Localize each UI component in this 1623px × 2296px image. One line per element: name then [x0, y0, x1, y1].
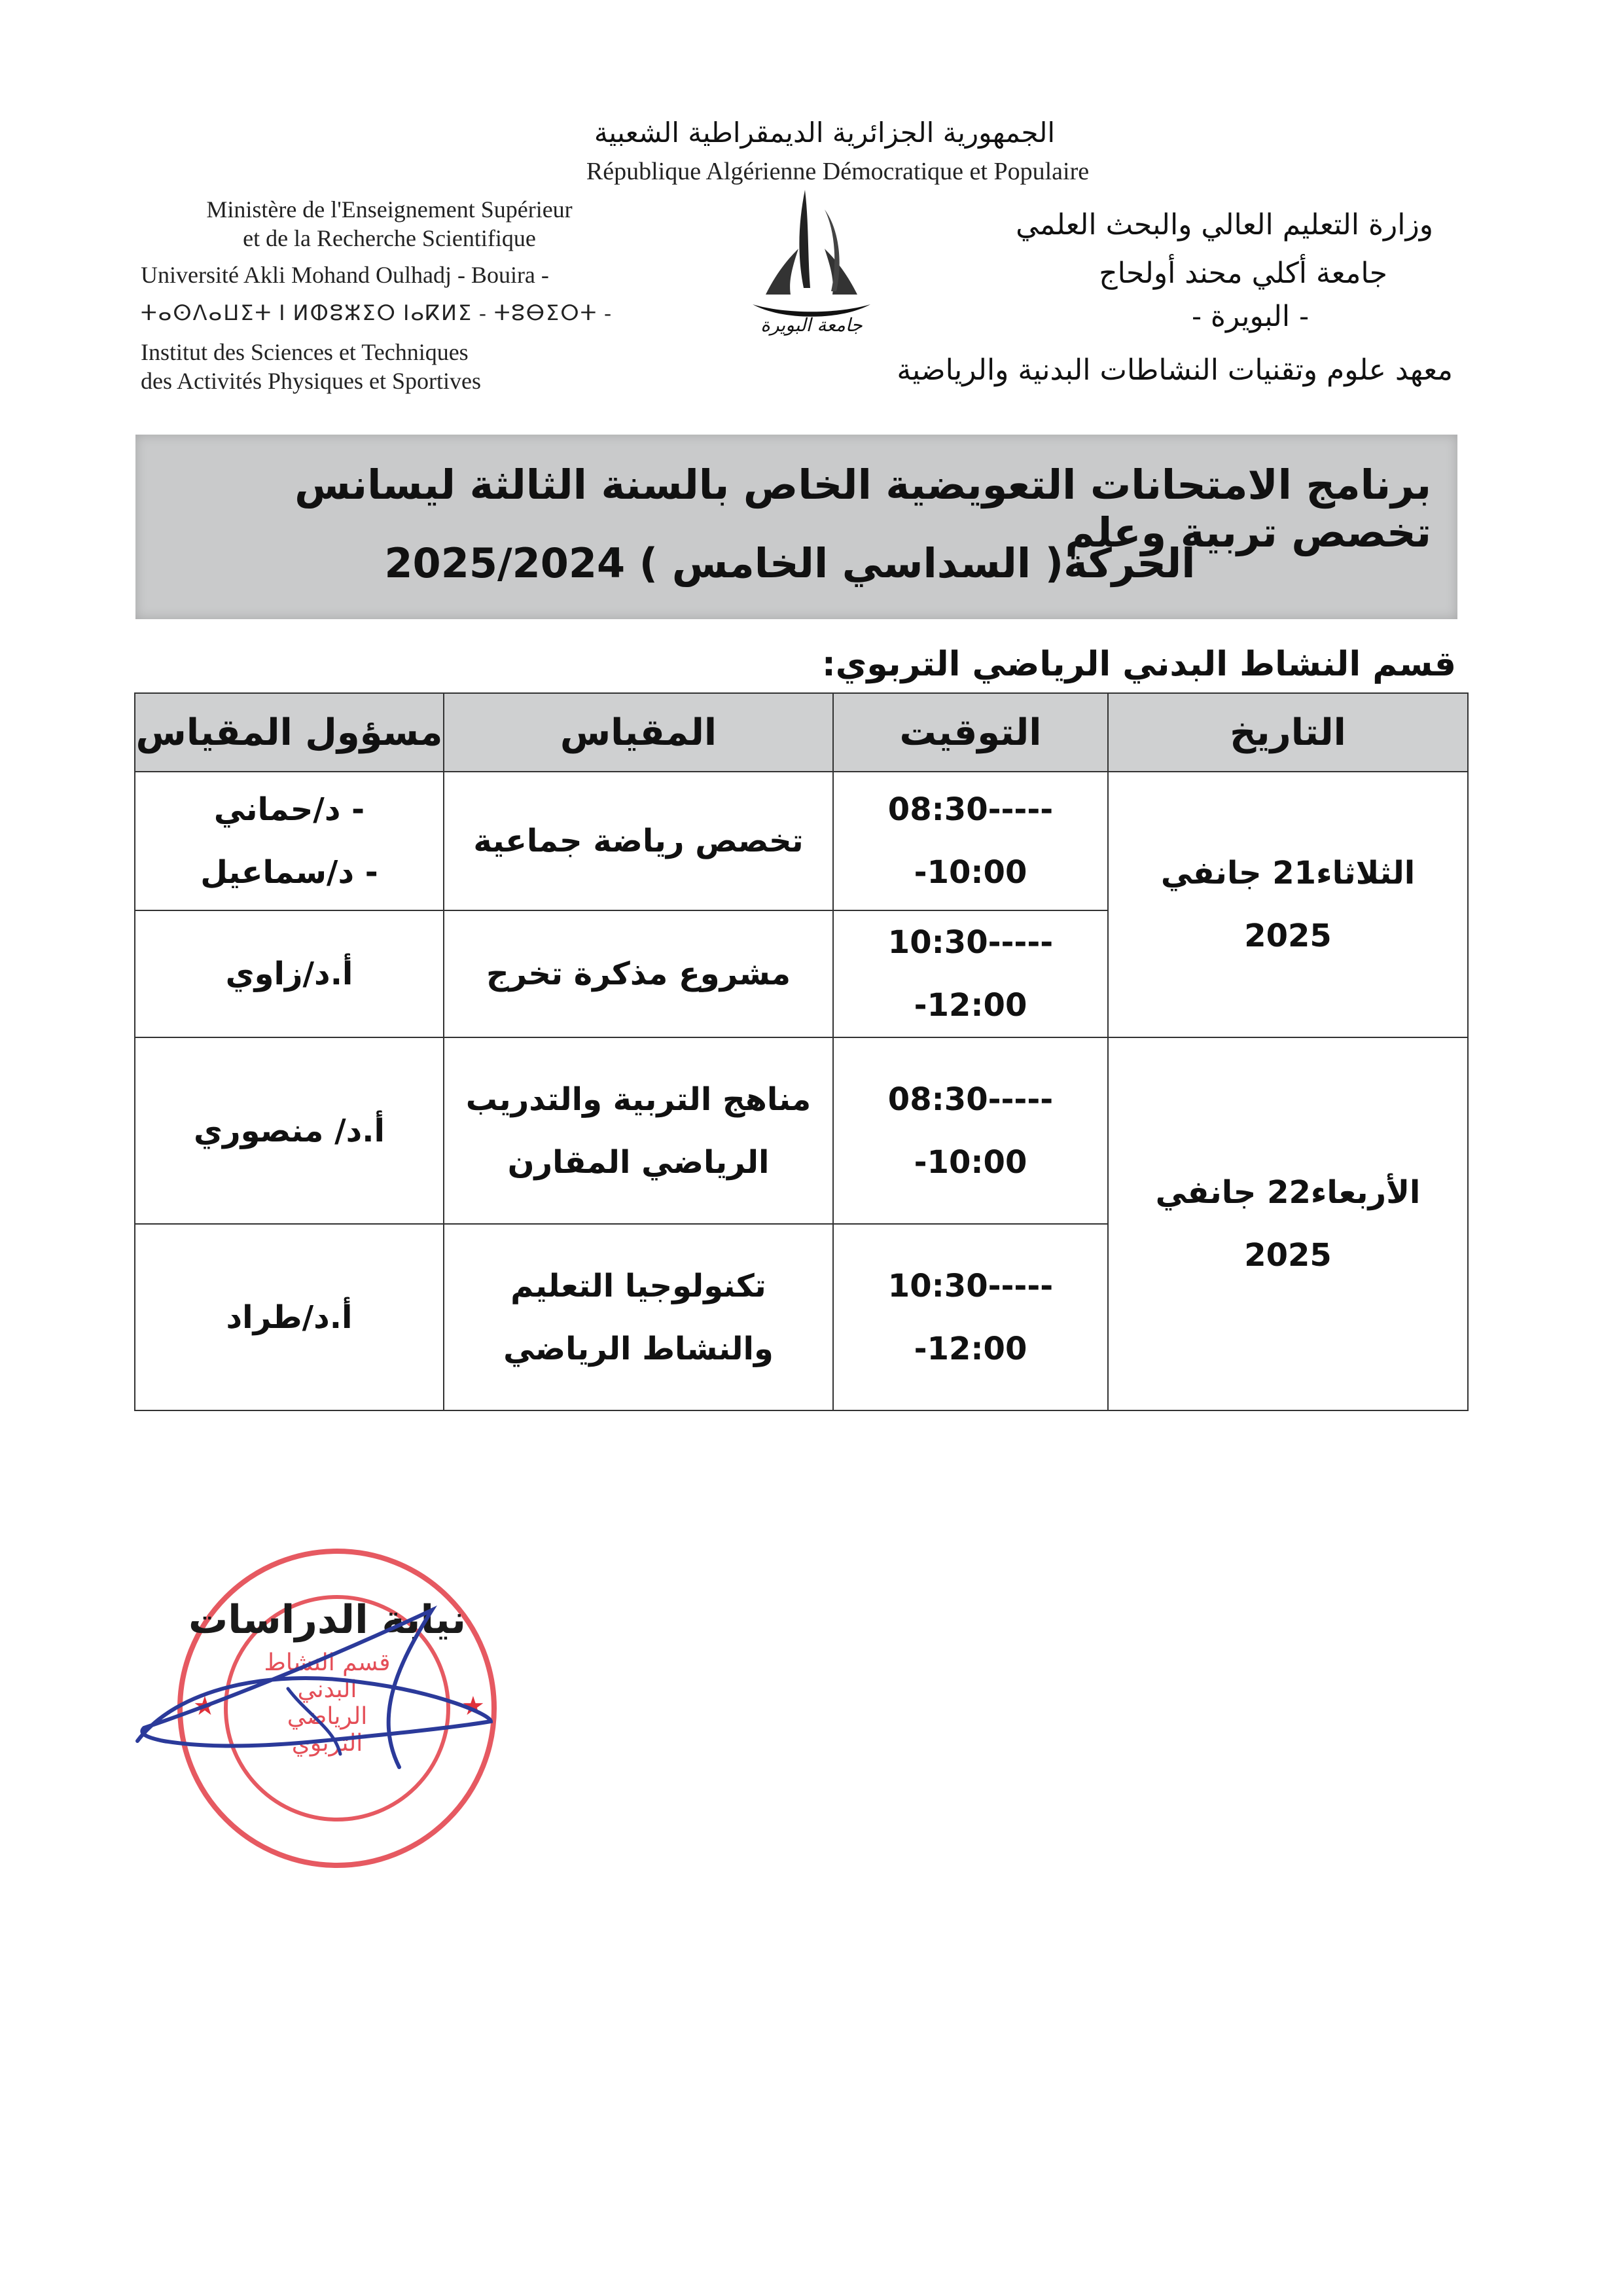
schedule-table: [134, 692, 1469, 1411]
university-tifinagh: ⵜⴰⵙⴷⴰⵡⵉⵜ ⵏ ⵍⵀⵓⵣⵉⵔ ⵏⴰⴽⵍⵉ - ⵜⵓⴱⵉⵔⵜ -: [141, 301, 613, 325]
institute-arabic: معهد علوم وتقنيات النشاطات البدنية والرياضية: [897, 353, 1453, 387]
lecturer-cell: [135, 910, 444, 1037]
lecturer-cell: [135, 1037, 444, 1224]
date-day: الثلاثاء21 جانفي: [1160, 855, 1416, 891]
university-arabic: جامعة أكلي محند أولحاج: [1099, 257, 1387, 290]
subject-text: مشروع مذكرة تخرج: [486, 956, 791, 992]
time-cell: 10:30------12:00: [833, 910, 1108, 1037]
header-subject: المقياس: [444, 693, 833, 772]
lecturer-text: أ.د/طراد: [226, 1299, 353, 1336]
date-year: 2025: [1244, 1237, 1332, 1274]
header-date: التاريخ: [1108, 693, 1468, 772]
svg-text:★: ★: [193, 1691, 217, 1721]
subject-text: مناهج التربية والتدريب: [465, 1081, 812, 1118]
subject-cell: [444, 910, 833, 1037]
lecturer-text: أ.د/زاوي: [225, 956, 353, 992]
title-line-2: الحركة( السداسي الخامس ) 2025/2024: [384, 539, 1196, 587]
date-year: 2025: [1244, 918, 1332, 954]
signature: [124, 1584, 517, 1793]
date-day: الأربعاء22 جانفي: [1155, 1174, 1421, 1211]
title-line-1: برنامج الامتحانات التعويضية الخاص بالسنة الثالثة ليسانس تخصص تربية وعلم: [294, 461, 1431, 556]
subject-cell: [444, 772, 833, 910]
subject-text: الرياضي المقارن: [507, 1143, 770, 1181]
header-time: التوقيت: [833, 693, 1108, 772]
institute-french-line2: des Activités Physiques et Sportives: [141, 368, 481, 394]
subject-text: تخصص رياضة جماعية: [473, 823, 804, 859]
signature-icon: [124, 1584, 517, 1793]
table-header-row: [135, 693, 1468, 772]
ministry-french-line1: Ministère de l'Enseignement Supérieur: [206, 196, 573, 223]
svg-text:★: ★: [461, 1691, 485, 1721]
time-cell: 10:30------12:00: [833, 1224, 1108, 1410]
stamp-inner-line: البدني: [297, 1676, 357, 1703]
lecturer-text: أ.د/ منصوري: [194, 1112, 385, 1149]
institute-french-line1: Institut des Sciences et Techniques: [141, 339, 469, 365]
republic-french: République Algérienne Démocratique et Populaire: [586, 158, 1090, 185]
lecturer-text: - د/سماعيل: [200, 854, 378, 891]
department-heading: قسم النشاط البدني الرياضي التربوي:: [821, 645, 1456, 684]
lecturer-text: - د/حماني: [213, 791, 365, 828]
date-cell: [1108, 1037, 1468, 1410]
ministry-french: [141, 195, 638, 253]
ministry-french-line2: et de la Recherche Scientifique: [243, 225, 536, 251]
header-lecturer: مسؤول المقياس: [135, 693, 444, 772]
table-row: [135, 1037, 1468, 1224]
title-box: [135, 435, 1457, 619]
republic-arabic: الجمهورية الجزائرية الديمقراطية الشعبية: [594, 117, 1056, 149]
lecturer-cell: [135, 1224, 444, 1410]
city-arabic: - البويرة -: [1192, 300, 1309, 333]
stamp-inner-line: التربوي: [291, 1730, 363, 1757]
ministry-arabic: وزارة التعليم العالي والبحث العلمي: [1016, 208, 1433, 242]
institute-french: [141, 338, 664, 395]
stamp-inner-line: الرياضي: [287, 1703, 368, 1730]
date-cell: [1108, 772, 1468, 1037]
stamp-inner-line: قسم النشاط: [264, 1649, 391, 1676]
subject-text: والنشاط الرياضي: [503, 1330, 774, 1367]
subject-text: تكنولوجيا التعليم: [510, 1267, 766, 1304]
time-cell: 08:30------10:00: [833, 772, 1108, 910]
table-row: [135, 772, 1468, 910]
time-cell: 08:30------10:00: [833, 1037, 1108, 1224]
stamp-heading: نيابة الدراسات: [188, 1597, 467, 1643]
subject-cell: [444, 1037, 833, 1224]
university-french: Université Akli Mohand Oulhadj - Bouira -: [141, 262, 549, 288]
logo-caption: جامعة البويرة: [760, 314, 863, 336]
subject-cell: [444, 1224, 833, 1410]
lecturer-cell: [135, 772, 444, 910]
